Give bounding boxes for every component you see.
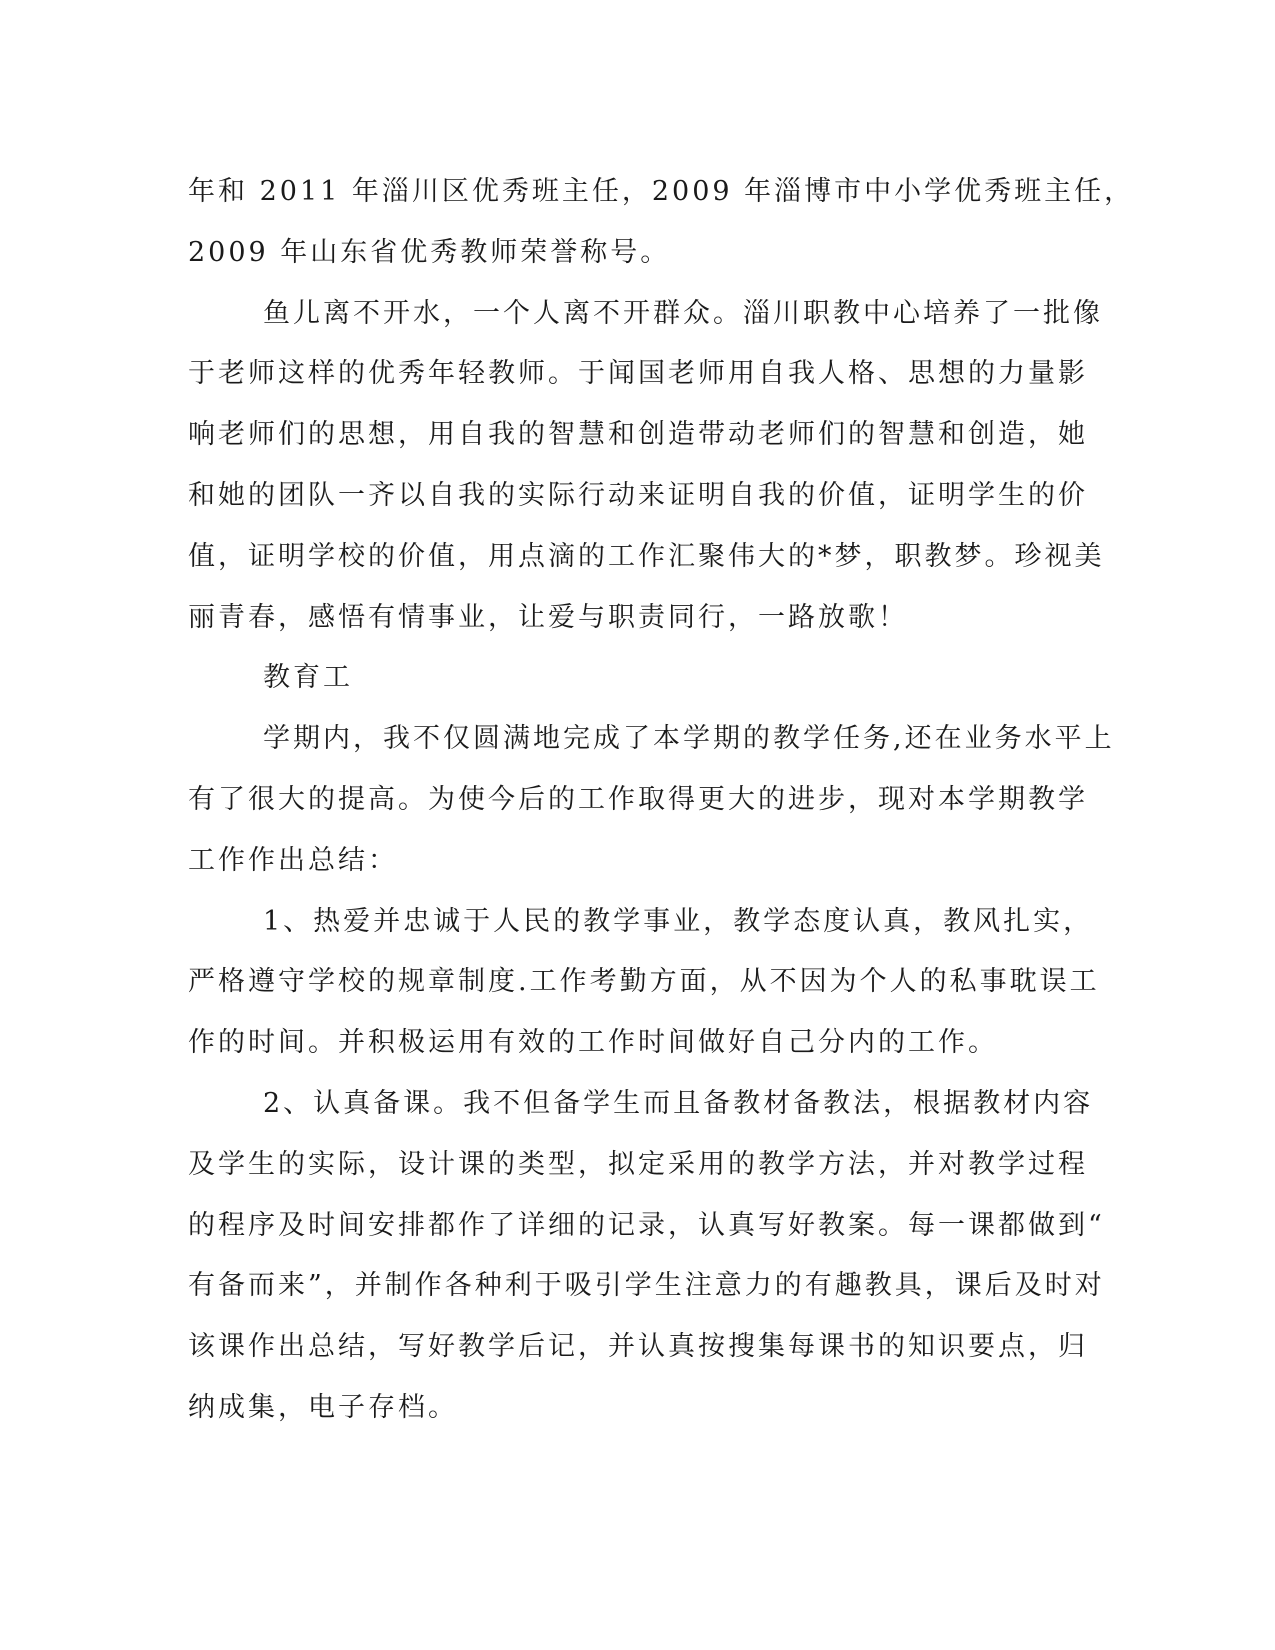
text-line: 纳成集，电子存档。 bbox=[188, 1391, 458, 1423]
text-line: 丽青春，感悟有情事业，让爱与职责同行，一路放歌！ bbox=[188, 601, 908, 633]
text-line: 年和 2011 年淄川区优秀班主任，2009 年淄博市中小学优秀班主任， bbox=[188, 176, 1135, 207]
text-line: 工作作出总结： bbox=[188, 844, 398, 876]
paragraph-first-line: 学期内，我不仅圆满地完成了本学期的教学任务,还在业务水平上 bbox=[263, 723, 1115, 755]
text-line: 值，证明学校的价值，用点滴的工作汇聚伟大的*梦，职教梦。珍视美 bbox=[188, 540, 1105, 572]
text-line: 严格遵守学校的规章制度.工作考勤方面，从不因为个人的私事耽误工 bbox=[188, 966, 1100, 998]
text-line: 该课作出总结，写好教学后记，并认真按搜集每课书的知识要点，归 bbox=[188, 1331, 1088, 1363]
text-line: 2009 年山东省优秀教师荣誉称号。 bbox=[188, 236, 671, 268]
text-line: 和她的团队一齐以自我的实际行动来证明自我的价值，证明学生的价 bbox=[188, 479, 1088, 511]
paragraph-first-line: 1、热爱并忠诚于人民的教学事业，教学态度认真，教风扎实， bbox=[263, 905, 1094, 937]
text-line: 作的时间。并积极运用有效的工作时间做好自己分内的工作。 bbox=[188, 1027, 998, 1059]
text-line: 于老师这样的优秀年轻教师。于闻国老师用自我人格、思想的力量影 bbox=[188, 358, 1088, 390]
paragraph-first-line: 2、认真备课。我不但备学生而且备教材备教法，根据教材内容 bbox=[263, 1087, 1094, 1119]
text-line: 有了很大的提高。为使今后的工作取得更大的进步，现对本学期教学 bbox=[188, 783, 1088, 815]
document-body bbox=[188, 162, 1135, 1439]
text-line: 有备而来”，并制作各种利于吸引学生注意力的有趣教具，课后及时对 bbox=[188, 1270, 1105, 1302]
text-line: 响老师们的思想，用自我的智慧和创造带动老师们的智慧和创造，她 bbox=[188, 419, 1088, 451]
text-line: 及学生的实际，设计课的类型，拟定采用的教学方法，并对教学过程 bbox=[188, 1148, 1088, 1180]
section-heading: 教育工 bbox=[263, 662, 353, 694]
text-line: 的程序及时间安排都作了详细的记录，认真写好教案。每一课都做到“ bbox=[188, 1209, 1105, 1241]
paragraph-first-line: 鱼儿离不开水，一个人离不开群众。淄川职教中心培养了一批像 bbox=[263, 297, 1103, 329]
